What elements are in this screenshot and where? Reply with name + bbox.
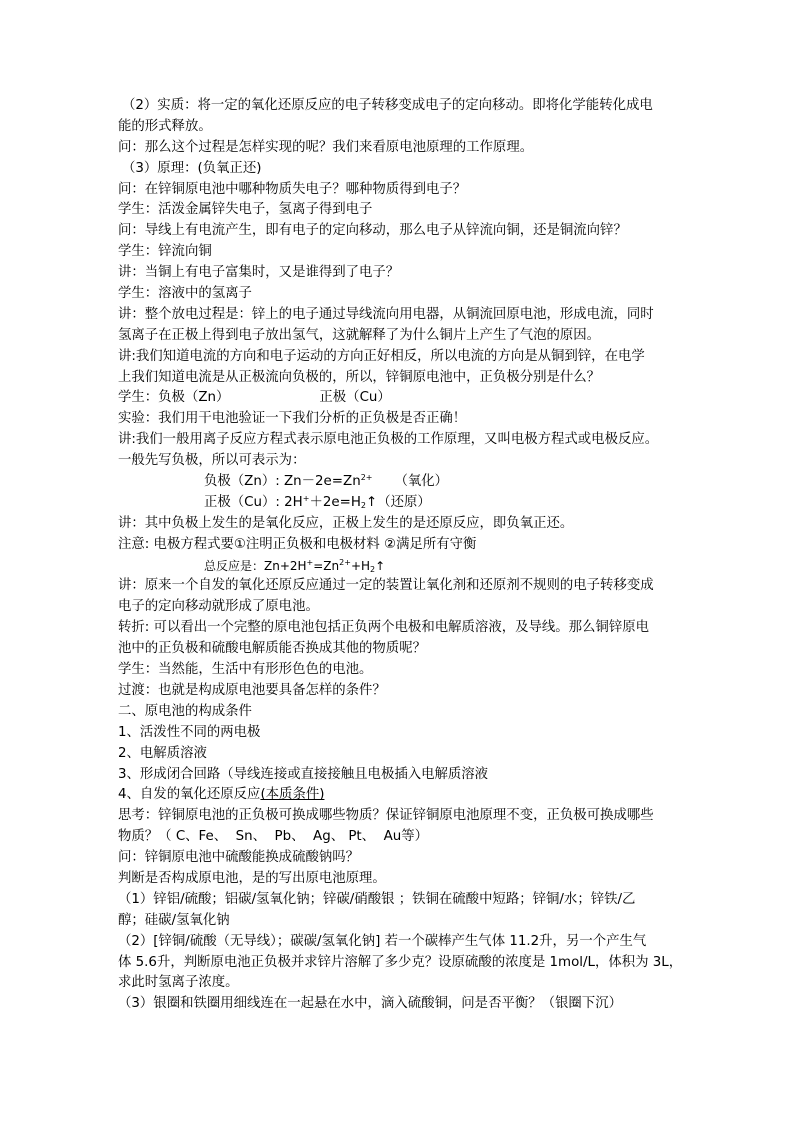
text-line <box>118 388 684 409</box>
text-line: 学生：活泼金属锌失电子，氢离子得到电子 <box>118 202 373 218</box>
text-line: 醇；硅碳/氢氧化钠 <box>118 912 230 928</box>
negative-electrode-equation: 负极（Zn）: $Zn-2e=Zn^{2+}$ （氧化） <box>204 473 449 490</box>
text-line: 氢离子在正极上得到电子放出氢气，这就解释了为什么铜片上产生了气泡的原因。 <box>118 327 601 343</box>
text-line: （3）原理：(负氧正还) <box>122 160 262 176</box>
text-line: 讲：原来一个自发的氧化还原反应通过一定的装置让氧化剂和还原剂不规则的电子转移变成 <box>118 578 654 594</box>
text-line: 讲:我们一般用离子反应方程式表示原电池正负极的工作原理，又叫电极方程式或电极反应。 <box>118 432 659 448</box>
text-line: 思考：锌铜原电池的正负极可换成哪些物质？保证锌铜原电池原理不变，正负极可换成哪些 <box>118 808 654 824</box>
list-item: 2、电解质溶液 <box>118 745 207 761</box>
list-item: 1、活泼性不同的两电极 <box>118 724 261 740</box>
text-line: 问：锌铜原电池中硫酸能换成硫酸钠吗？ <box>118 850 360 866</box>
positive-electrode-label: 正极（Cu） <box>319 390 391 406</box>
text-line: 过渡：也就是构成原电池要具备怎样的条件？ <box>118 682 386 698</box>
text-line: 讲：整个放电过程是：锌上的电子通过导线流向用电器，从铜流回原电池，形成电流，同时 <box>118 306 654 322</box>
text-line: 讲：当铜上有电子富集时，又是谁得到了电子？ <box>118 265 400 281</box>
text-line: 能的形式释放。 <box>118 118 212 134</box>
text-line: 求此时氢离子浓度。 <box>118 975 239 991</box>
text-line: 问：导线上有电流产生，即有电子的定向移动，那么电子从锌流向铜，还是铜流向锌？ <box>118 223 627 239</box>
text-line: 电子的定向移动就形成了原电池。 <box>118 599 319 615</box>
text-line: 上我们知道电流是从正极流向负极的，所以，锌铜原电池中，正负极分别是什么？ <box>118 369 601 385</box>
text-line: 学生：当然能，生活中有形形色色的电池。 <box>118 662 373 678</box>
text-line: 讲:我们知道电流的方向和电子运动的方向正好相反，所以电流的方向是从铜到锌，在电学 <box>118 348 645 364</box>
text-line: 判断是否构成原电池，是的写出原电池原理。 <box>118 870 386 886</box>
text-line: （3）银圈和铁圈用细线连在一起悬在水中，滴入硫酸铜，问是否平衡？（银圈下沉） <box>118 996 622 1012</box>
text-line: 物质？（ C、Fe、 Sn、 Pb、 Ag、 Pt、 Au等） <box>118 829 429 845</box>
text-line: （2）[锌铜/硫酸（无导线）；碳碳/氢氧化钠] 若一个碳棒产生气体 11.2升，另一个产生气 <box>118 933 647 949</box>
document-page <box>118 96 684 1015</box>
essential-condition-note: (本质条件) <box>260 787 325 803</box>
text-line: 问：那么这个过程是怎样实现的呢？我们来看原电池原理的工作原理。 <box>118 139 534 155</box>
negative-electrode-label: 学生：负极（Zn） <box>118 390 230 406</box>
text-line: （2）实质：将一定的氧化还原反应的电子转移变成电子的定向移动。即将化学能转化成电 <box>122 98 653 113</box>
text-line: 池中的正负极和硫酸电解质能否换成其他的物质呢？ <box>118 641 426 657</box>
text-line: 讲：其中负极上发生的是氧化反应，正极上发生的是还原反应，即负氧正还。 <box>118 515 574 531</box>
text-line: 转折: 可以看出一个完整的原电池包括正负两个电极和电解质溶液，及导线。那么铜锌原电 <box>118 620 649 636</box>
section-heading: 二、原电池的构成条件 <box>118 703 252 719</box>
text-line: 学生：溶液中的氢离子 <box>118 286 252 302</box>
text-line: 学生：锌流向铜 <box>118 244 212 260</box>
text-line: 体 5.6升，判断原电池正负极并求锌片溶解了多少克？设原硫酸的浓度是 1mol/L，体积为 3L， <box>118 954 683 970</box>
text-line: 一般先写负极，所以可表示为： <box>118 453 306 469</box>
positive-electrode-equation: 正极（Cu）: $2H^++2e=H_2↑$（还原） <box>204 493 431 510</box>
text-line: 实验：我们用干电池验证一下我们分析的正负极是否正确！ <box>118 411 467 427</box>
text-line: （1）锌铝/硫酸；铝碳/氢氧化钠；锌碳/硝酸银 ；铁铜在硫酸中短路；锌铜/水；锌铁/乙 <box>118 891 636 907</box>
list-item: 4、自发的氧化还原反应(本质条件) <box>118 787 325 803</box>
text-line: 问：在锌铜原电池中哪种物质失电子？哪种物质得到电子？ <box>118 181 467 197</box>
total-reaction-equation: 总反应是：$Zn+2H^+=Zn^{2+}+H_2↑$ <box>204 557 386 574</box>
list-item: 3、形成闭合回路（导线连接或直接接触且电极插入电解质溶液 <box>118 766 489 782</box>
text-line: 注意: 电极方程式要①注明正负极和电极材料 ②满足所有守衡 <box>118 536 477 552</box>
